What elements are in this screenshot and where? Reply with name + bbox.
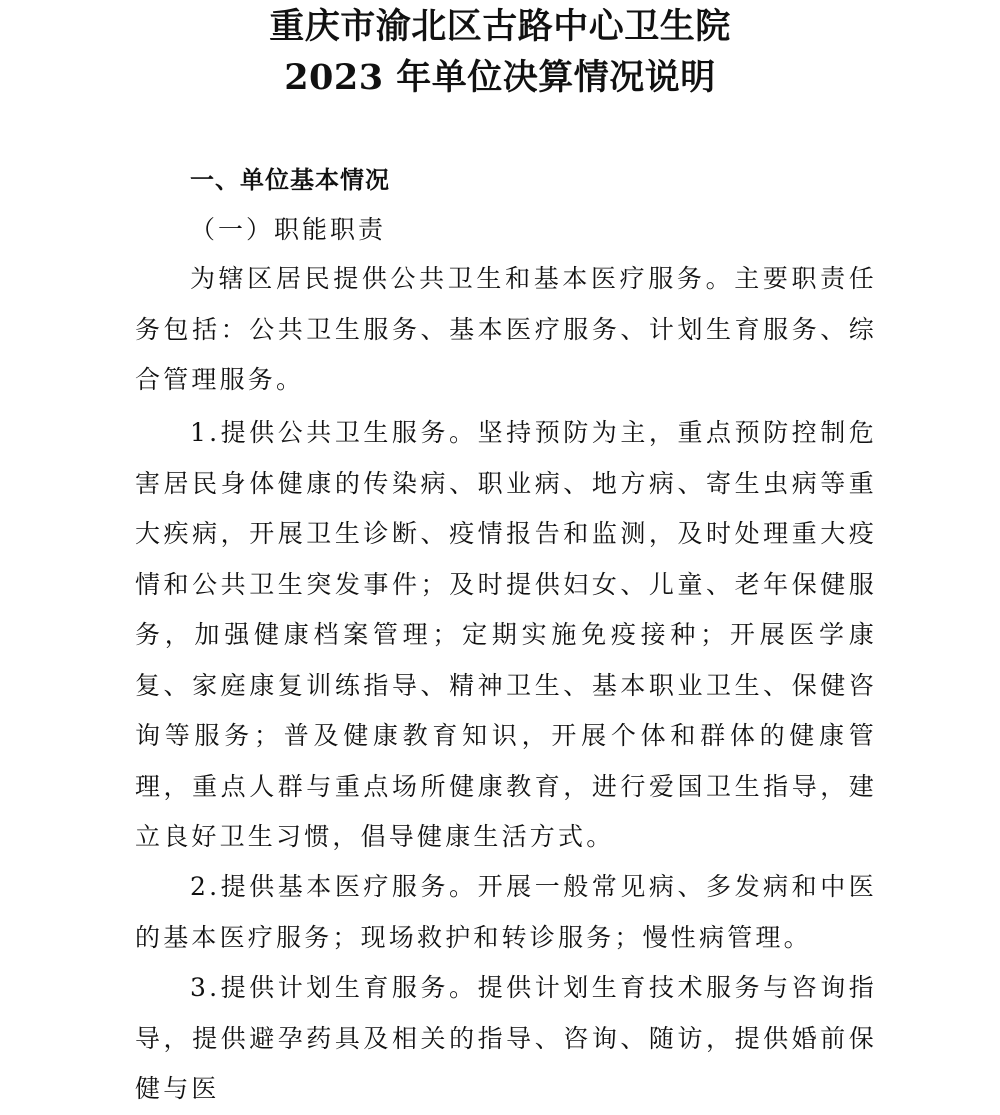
section-heading: 一、单位基本情况: [190, 166, 390, 194]
paragraph-public-health: 1.提供公共卫生服务。坚持预防为主，重点预防控制危害居民身体健康的传染病、职业病、地方病、寄生虫病等重大疾病，开展卫生诊断、疫情报告和监测，及时处理重大疫情和公共卫生突发事件；及时提供妇女、儿童、老年保健服务，加强健康档案管理；定期实施免疫接种；开展医学康复、家庭康复训练指导、精神卫生、基本职业卫生、保健咨询等服务；普及健康教育知识，开展个体和群体的健康管理，重点人群与重点场所健康教育，进行爱国卫生指导，建立良好卫生习惯，倡导健康生活方式。: [135, 418, 877, 851]
document-title-line2: 2023 年单位决算情况说明: [284, 57, 716, 98]
document-title-line1: 重庆市渝北区古路中心卫生院: [269, 6, 731, 47]
paragraph-intro: 为辖区居民提供公共卫生和基本医疗服务。主要职责任务包括：公共卫生服务、基本医疗服务、计划生育服务、综合管理服务。: [135, 264, 877, 394]
paragraph-basic-medical: 2.提供基本医疗服务。开展一般常见病、多发病和中医的基本医疗服务；现场救护和转诊服务；慢性病管理。: [135, 872, 877, 952]
subsection-heading: （一）职能职责: [190, 215, 387, 244]
paragraph-family-planning: 3.提供计划生育服务。提供计划生育技术服务与咨询指导，提供避孕药具及相关的指导、咨询、随访，提供婚前保健与医: [135, 973, 877, 1103]
